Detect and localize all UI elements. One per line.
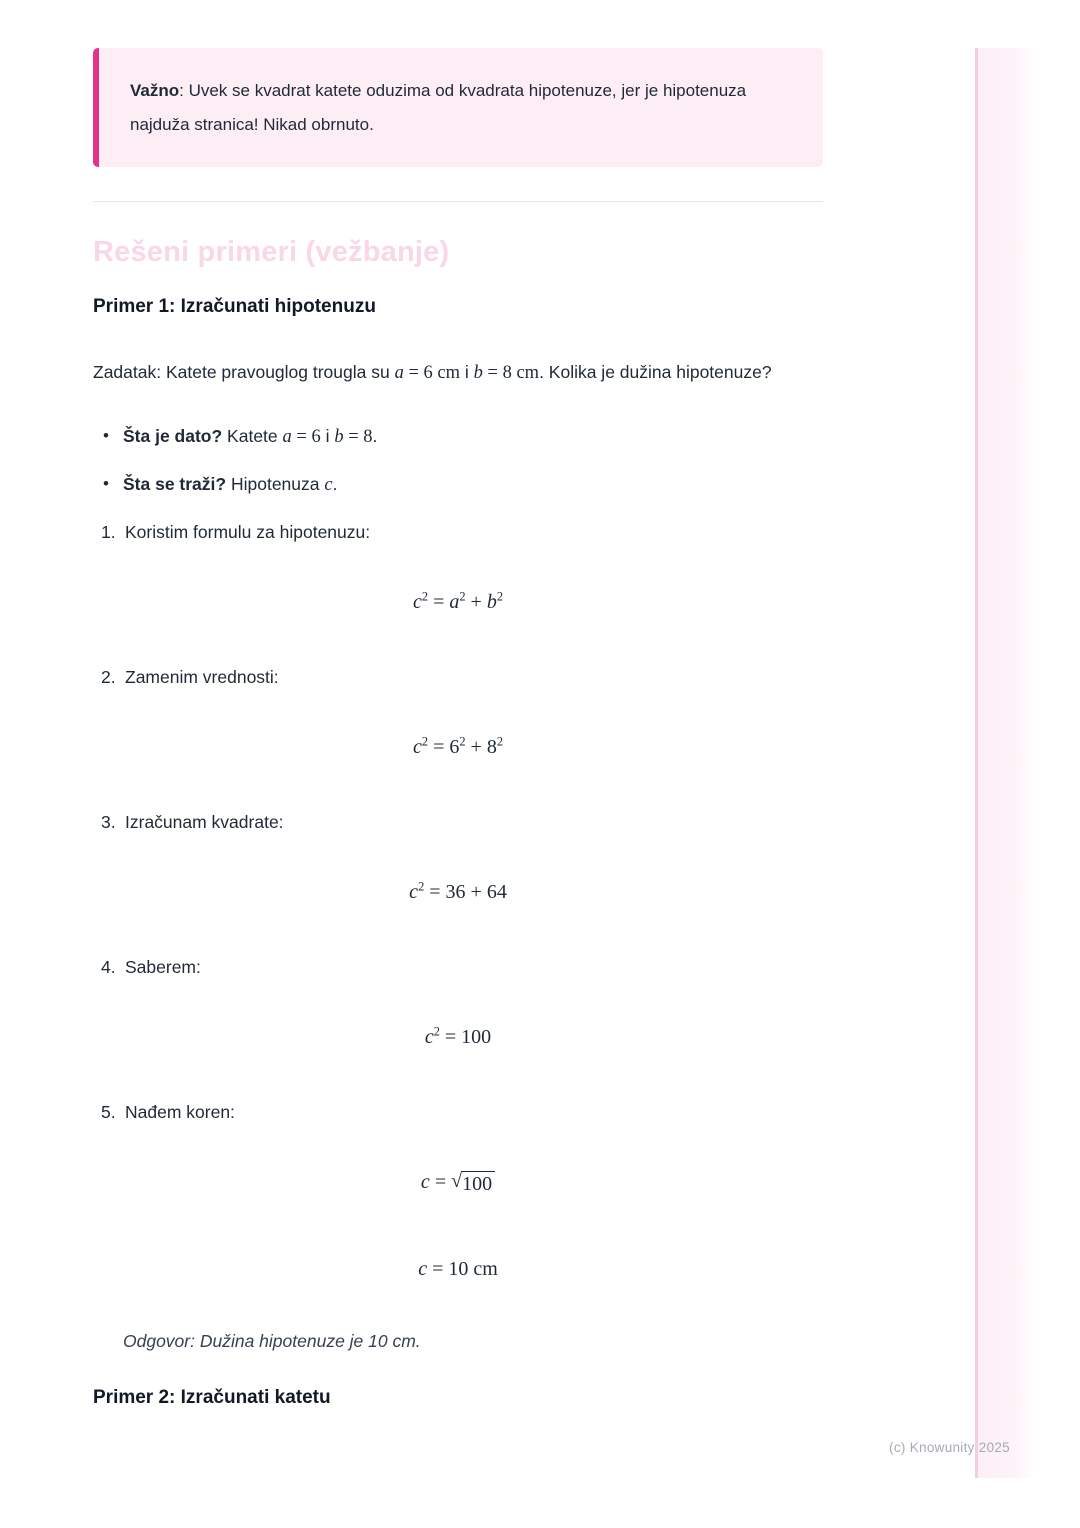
formula-square-root: c = √ 100: [93, 1171, 823, 1196]
step-label: Saberem:: [125, 957, 201, 977]
solution-steps: [93, 519, 823, 1281]
step-number: 4.: [101, 957, 116, 977]
answer-text: Odgovor: Dužina hipotenuze je 10 cm.: [123, 1331, 421, 1351]
step-number: 1.: [101, 522, 116, 542]
list-item-text: Šta se traži? Hipotenuza c.: [123, 474, 338, 495]
formula-substituted: $c^2 = 6^2 + 8^2$: [412, 734, 504, 758]
step-5: [93, 1099, 823, 1125]
given-required-list: [93, 423, 823, 498]
section-divider: [93, 201, 823, 202]
step-label: Koristim formulu za hipotenuzu:: [125, 522, 371, 542]
list-item-given: [93, 423, 823, 450]
section-heading: Rešeni primeri (vežbanje): [93, 236, 450, 268]
step-2: [93, 664, 823, 690]
task-paragraph: Zadatak: Katete pravouglog trougla su a = 6 cm i b = 8 cm. Kolika je dužina hipotenuze?: [93, 362, 772, 383]
bullet-marker: •: [103, 426, 109, 445]
important-callout: Važno: Uvek se kvadrat katete oduzima od kvadrata hipotenuze, jer je hipotenuza najduža stranica! Nikad obrnuto.: [93, 48, 823, 167]
step-label: Zamenim vrednosti:: [125, 667, 279, 687]
formula-sum: $c^2 = 100$: [424, 1024, 492, 1048]
step-4: [93, 954, 823, 980]
step-1: [93, 519, 823, 545]
bullet-marker: •: [103, 474, 109, 493]
step-number: 2.: [101, 667, 116, 687]
copyright-watermark: (c) Knowunity 2025: [889, 1440, 1010, 1455]
example1-title: Primer 1: Izračunati hipotenuzu: [93, 296, 376, 317]
formula-result: c = 10 cm: [418, 1258, 498, 1280]
step-number: 3.: [101, 812, 116, 832]
example2-title: Primer 2: Izračunati katetu: [93, 1387, 331, 1408]
step-number: 5.: [101, 1102, 116, 1122]
step-label: Izračunam kvadrate:: [125, 812, 284, 832]
step-label: Nađem koren:: [125, 1102, 235, 1122]
step-3: [93, 809, 823, 835]
formula-hypotenuse: $c^2 = a^2 + b^2$: [412, 589, 504, 613]
formula-squares: $c^2 = 36 + 64$: [409, 879, 507, 903]
list-item-required: [93, 471, 823, 498]
list-item-text: Šta je dato? Katete a = 6 i b = 8.: [123, 426, 378, 447]
